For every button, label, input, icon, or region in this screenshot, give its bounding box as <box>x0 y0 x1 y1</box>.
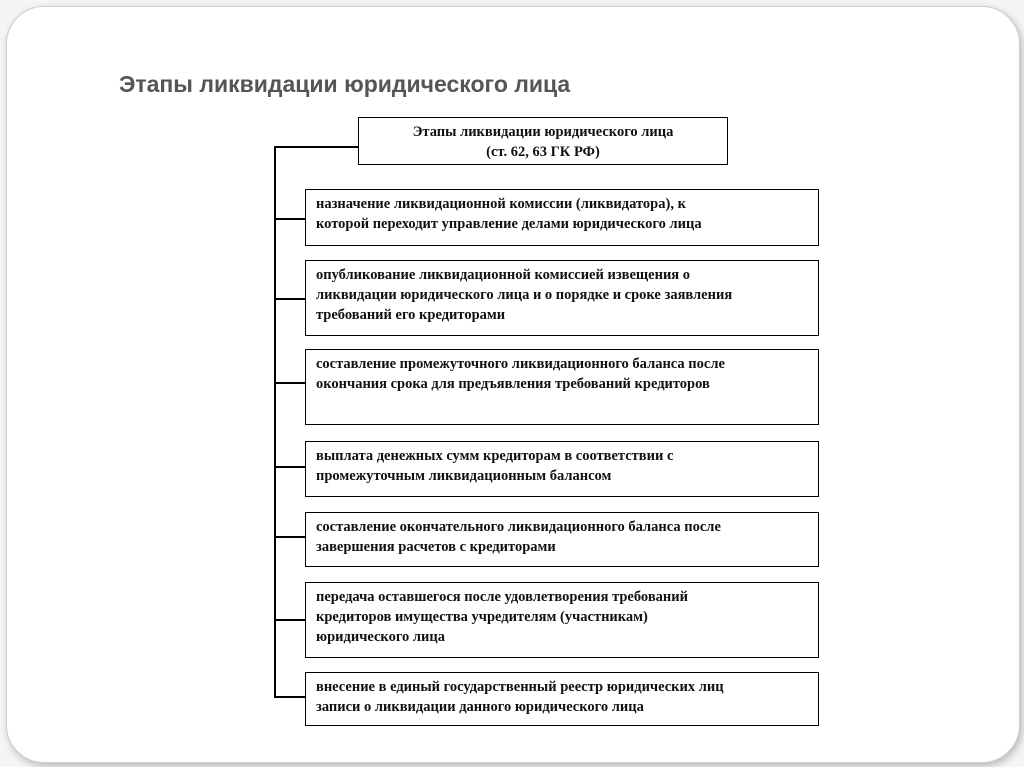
diagram-header-line: Этапы ликвидации юридического лица <box>412 124 674 140</box>
step-box-2 <box>305 260 819 336</box>
step-text-line: составление промежуточного ликвидационного баланса после <box>316 356 725 372</box>
connector-step-2 <box>274 298 305 300</box>
connector-step-6 <box>274 619 305 621</box>
diagram-header-box <box>358 117 728 165</box>
step-text-line: окончания срока для предъявления требований кредиторов <box>316 376 710 392</box>
step-text-line: ликвидации юридического лица и о порядке и сроке заявления <box>316 287 733 303</box>
step-text-line: записи о ликвидации данного юридического лица <box>316 699 644 715</box>
step-text-line: выплата денежных сумм кредиторам в соответствии с <box>316 448 674 464</box>
step-text-line: которой переходит управление делами юридического лица <box>316 216 702 232</box>
connector-step-3 <box>274 382 305 384</box>
step-box-5 <box>305 512 819 567</box>
step-text-line: передача оставшегося после удовлетворения требований <box>316 589 688 605</box>
connector-step-4 <box>274 466 305 468</box>
step-box-6 <box>305 582 819 658</box>
step-text-line: внесение в единый государственный реестр юридических лиц <box>316 679 724 695</box>
step-box-3 <box>305 349 819 425</box>
step-text-line: составление окончательного ликвидационного баланса после <box>316 519 721 535</box>
step-text-line: юридического лица <box>316 629 446 645</box>
step-text-line: промежуточным ликвидационным балансом <box>316 468 612 484</box>
step-text-line: завершения расчетов с кредиторами <box>316 539 556 555</box>
step-box-1 <box>305 189 819 246</box>
slide <box>6 6 1020 763</box>
connector-trunk <box>274 146 276 696</box>
connector-step-5 <box>274 536 305 538</box>
step-box-7 <box>305 672 819 726</box>
step-text-line: кредиторов имущества учредителям (участникам) <box>316 609 648 625</box>
connector-step-7 <box>274 696 305 698</box>
connector-step-1 <box>274 218 305 220</box>
connector-header <box>274 146 358 148</box>
step-text-line: требований его кредиторами <box>316 307 506 323</box>
step-text-line: назначение ликвидационной комиссии (ликвидатора), к <box>316 196 686 212</box>
diagram-header-line: (ст. 62, 63 ГК РФ) <box>486 144 600 160</box>
slide-title: Этапы ликвидации юридического лица <box>119 71 571 97</box>
step-box-4 <box>305 441 819 497</box>
step-text-line: опубликование ликвидационной комиссией извещения о <box>316 267 691 283</box>
